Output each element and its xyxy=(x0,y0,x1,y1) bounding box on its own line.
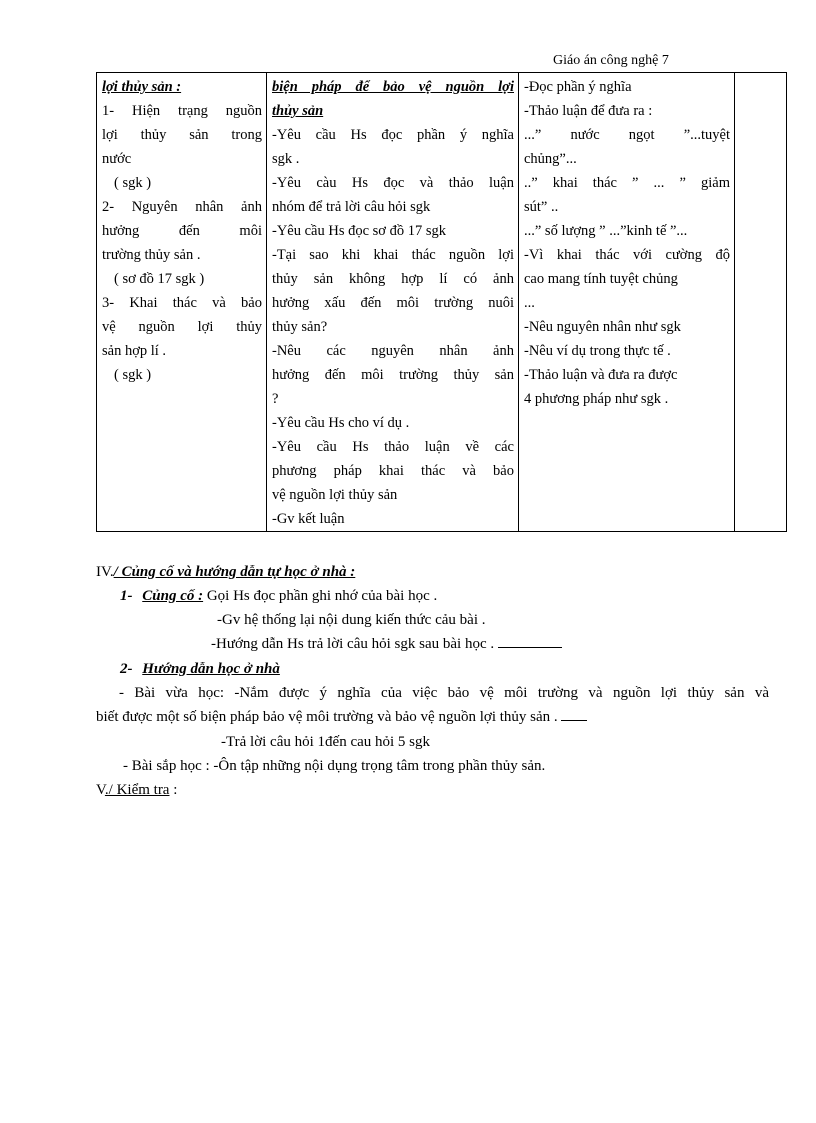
teacher-activity-column xyxy=(267,73,519,532)
column-title: lợi thủy sản : xyxy=(102,79,182,95)
cell-line: -Gv kết luận xyxy=(272,511,345,527)
cell-line: -Đọc phần ý nghĩa xyxy=(524,79,632,95)
section-5-heading xyxy=(96,778,177,802)
cell-line: ? xyxy=(272,391,279,407)
cell-line: vệ nguồn lợi thủy sản xyxy=(272,487,398,503)
consolidation-line xyxy=(211,632,562,656)
cell-line: -Vì khai thác với cường độ xyxy=(524,247,730,263)
cell-line: -Yêu cầu Hs đọc phần ý nghĩa xyxy=(272,127,514,143)
cell-line: -Yêu càu Hs đọc và thảo luận xyxy=(272,175,514,191)
cell-line: chủng”... xyxy=(524,151,577,167)
cell-line: vệ nguồn lợi thủy xyxy=(102,319,262,335)
cell-line: ..” khai thác ” ... ” giảm xyxy=(524,175,730,191)
cell-line: ... xyxy=(524,295,535,311)
cell-line: thủy sản? xyxy=(272,319,328,335)
section-title: ./ Kiểm tra xyxy=(104,782,170,798)
cell-line: ...” nước ngọt ”...tuyệt xyxy=(524,127,730,143)
cell-line: -Nêu các nguyên nhân ảnh xyxy=(272,343,514,359)
homework-item xyxy=(120,657,280,681)
cell-line: sản hợp lí . xyxy=(102,343,167,359)
cell-line: 2- Nguyên nhân ảnh xyxy=(102,199,262,215)
section-4-heading xyxy=(96,560,355,584)
cell-line: -Yêu cầu Hs thảo luận về các xyxy=(272,439,514,455)
section-suffix: : xyxy=(169,782,178,798)
section-number: IV. xyxy=(96,564,114,580)
cell-line: -Thảo luận và đưa ra được xyxy=(524,367,678,383)
item-number: 2- xyxy=(120,661,133,677)
table-row xyxy=(97,73,787,532)
student-activity-column xyxy=(519,73,735,532)
column-title: thủy sản xyxy=(272,103,324,119)
homework-line: -Trả lời câu hỏi 1đến cau hỏi 5 sgk xyxy=(221,734,431,750)
cell-line: nước xyxy=(102,151,132,167)
blank-line xyxy=(561,706,587,721)
lesson-table xyxy=(96,72,787,532)
cell-line: 1- Hiện trạng nguồn xyxy=(102,103,262,119)
blank-line xyxy=(498,633,562,648)
cell-line: -Nêu nguyên nhân như sgk xyxy=(524,319,681,335)
cell-line: -Yêu cầu Hs cho ví dụ . xyxy=(272,415,410,431)
cell-line: -Yêu cầu Hs đọc sơ đồ 17 sgk xyxy=(272,223,446,239)
cell-line: -Thảo luận để đưa ra : xyxy=(524,103,653,119)
cell-line: hưởng xấu đến môi trường nuôi xyxy=(272,295,514,311)
homework-line: - Bài vừa học: -Nắm được ý nghĩa của việc bảo vệ môi trường và nguồn lợi thủy sản và xyxy=(119,685,769,701)
content-column xyxy=(97,73,267,532)
cell-line: cao mang tính tuyệt chủng xyxy=(524,271,678,287)
cell-line: sút” .. xyxy=(524,199,559,215)
consolidation-text: -Hướng dẫn Hs trả lời câu hỏi sgk sau bài học . xyxy=(211,636,495,652)
cell-line: ( sgk ) xyxy=(114,367,152,383)
homework-text: biết được một số biện pháp bảo vệ môi trường và bảo vệ nguồn lợi thủy sản . xyxy=(96,709,558,725)
section-number: V xyxy=(96,782,105,798)
item-text: Gọi Hs đọc phần ghi nhớ của bài học . xyxy=(203,588,438,604)
cell-line: phương pháp khai thác và bảo xyxy=(272,463,514,479)
cell-line: sgk . xyxy=(272,151,300,167)
cell-line: ( sơ đồ 17 sgk ) xyxy=(114,271,205,287)
homework-line: - Bài sắp học : -Ôn tập những nội dụng trọng tâm trong phần thủy sản. xyxy=(123,758,546,774)
section-title: / Củng cố và hướng dẫn tự học ở nhà : xyxy=(113,564,356,580)
item-label: Hướng dẫn học ở nhà xyxy=(142,661,280,677)
cell-line: ( sgk ) xyxy=(114,175,152,191)
cell-line: nhóm để trả lời câu hỏi sgk xyxy=(272,199,431,215)
notes-column xyxy=(735,73,787,532)
cell-line: ...” số lượng ” ...”kinh tế ”... xyxy=(524,223,688,239)
cell-line: thủy sản không hợp lí có ảnh xyxy=(272,271,514,287)
cell-line: lợi thủy sản trong xyxy=(102,127,262,143)
cell-line: 3- Khai thác và bảo xyxy=(102,295,262,311)
cell-line: hưởng đến môi trường thủy sản xyxy=(272,367,514,383)
homework-line xyxy=(96,705,587,729)
cell-line: trường thủy sản . xyxy=(102,247,201,263)
cell-line: hưởng đến môi xyxy=(102,223,262,239)
document-header: Giáo án công nghệ 7 xyxy=(553,53,669,68)
cell-line: -Tại sao khi khai thác nguồn lợi xyxy=(272,247,514,263)
consolidation-line: -Gv hệ thống lại nội dung kiến thức cảu bài . xyxy=(217,612,486,628)
column-title: biện pháp để bảo vệ nguồn lợi xyxy=(272,79,514,95)
cell-line: 4 phương pháp như sgk . xyxy=(524,391,669,407)
item-label: Củng cố : xyxy=(142,588,204,604)
cell-line: -Nêu ví dụ trong thực tế . xyxy=(524,343,671,359)
item-number: 1- xyxy=(120,588,133,604)
consolidation-item xyxy=(120,584,437,608)
